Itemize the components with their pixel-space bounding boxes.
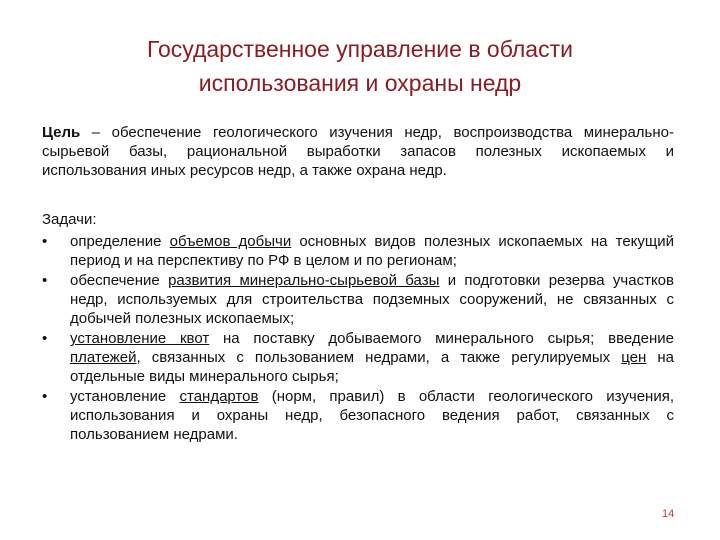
bullet-icon: •	[42, 233, 48, 250]
slide-title-line-1: Государственное управление в области	[147, 36, 573, 62]
task-emphasis: развития минерально-сырьевой базы	[168, 272, 440, 289]
goal-label: Цель	[42, 124, 81, 141]
goal-text: – обеспечение геологического изучения недр, воспроизводства минерально-сырьевой базы, рациональной выработки запасов полезных ископаемых и использования иных ресурсов недр, а также охрана недр.	[42, 124, 674, 179]
task-emphasis: объемов добычи	[169, 233, 292, 250]
task-emphasis: цен	[621, 349, 647, 366]
task-text: на поставку добываемого минерального сырья; введение	[209, 330, 674, 347]
task-item	[42, 329, 674, 386]
task-emphasis: стандартов	[179, 388, 259, 405]
task-text: основных видов полезных ископаемых на текущий период и на перспективу по РФ в целом и по регионам;	[70, 233, 675, 269]
task-text: на отдельные виды минерального сырья;	[70, 349, 675, 385]
page-number: 14	[662, 508, 675, 520]
bullet-icon: •	[42, 330, 48, 347]
task-text: определение	[70, 233, 170, 250]
tasks-list	[42, 232, 674, 445]
task-text: , связанных с пользованием недрами, а также регулируемых	[136, 349, 622, 366]
task-text: (норм, правил) в области геологического изучения, использования и охраны недр, безопасного ведения работ, связанных с пользованием недрами.	[70, 388, 674, 443]
task-item	[42, 271, 674, 328]
bullet-icon: •	[42, 272, 48, 289]
task-text: установление	[70, 388, 180, 405]
task-text: и подготовки резерва участков недр, используемых для строительства подземных сооружений, не связанных с добычей полезных ископаемых;	[70, 272, 674, 327]
bullet-icon: •	[42, 388, 48, 405]
goal-paragraph	[42, 123, 674, 180]
task-emphasis: платежей	[70, 349, 137, 366]
task-item	[42, 232, 674, 270]
slide-title-line-2: использования и охраны недр	[198, 70, 522, 96]
task-text: обеспечение	[70, 272, 169, 289]
slide-title	[60, 32, 660, 100]
tasks-heading: Задачи:	[42, 211, 97, 228]
task-emphasis: установление квот	[70, 330, 210, 347]
task-item	[42, 387, 674, 444]
